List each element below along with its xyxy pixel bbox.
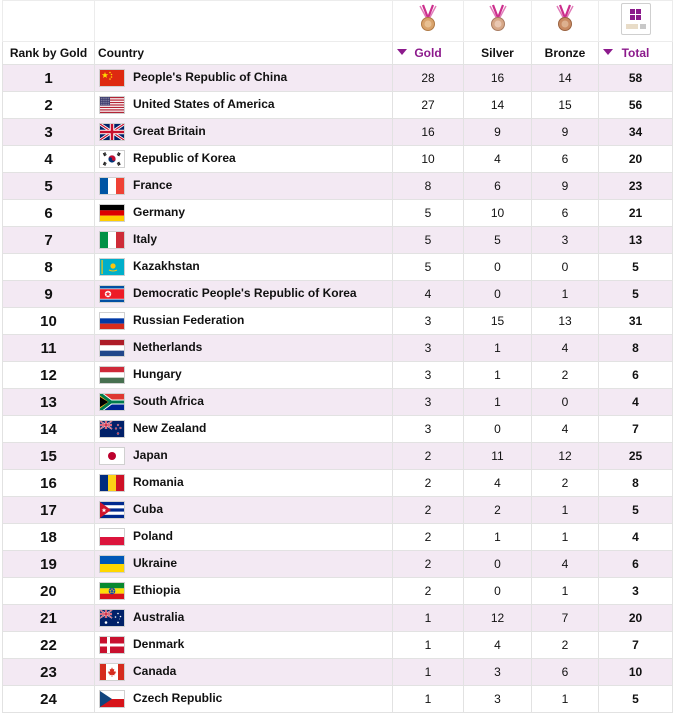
gold-count-cell: 3 xyxy=(393,308,464,335)
rank-cell: 4 xyxy=(3,146,95,173)
bronze-count-cell: 1 xyxy=(532,497,599,524)
silver-count-cell: 3 xyxy=(464,686,532,713)
rank-cell: 13 xyxy=(3,389,95,416)
table-row[interactable] xyxy=(3,470,673,497)
bronze-count-cell: 1 xyxy=(532,281,599,308)
table-row[interactable] xyxy=(3,119,673,146)
bronze-count-cell: 6 xyxy=(532,200,599,227)
silver-count-cell: 4 xyxy=(464,470,532,497)
silver-count-cell: 4 xyxy=(464,146,532,173)
silver-count-cell: 3 xyxy=(464,659,532,686)
table-row[interactable] xyxy=(3,578,673,605)
rank-cell: 2 xyxy=(3,92,95,119)
sort-descending-icon xyxy=(603,49,613,55)
bronze-count-cell: 7 xyxy=(532,605,599,632)
gold-count-cell: 2 xyxy=(393,551,464,578)
rank-cell: 24 xyxy=(3,686,95,713)
total-count-cell: 6 xyxy=(599,551,673,578)
russia-flag-icon xyxy=(99,312,125,330)
rank-cell: 14 xyxy=(3,416,95,443)
total-count-cell: 4 xyxy=(599,389,673,416)
silver-count-cell: 0 xyxy=(464,281,532,308)
silver-count-cell: 2 xyxy=(464,497,532,524)
country-name[interactable]: Denmark xyxy=(133,637,185,652)
country-name[interactable]: Russian Federation xyxy=(133,313,245,328)
country-name[interactable]: Ethiopia xyxy=(133,583,181,598)
south-africa-flag-icon xyxy=(99,393,125,411)
silver-count-cell: 14 xyxy=(464,92,532,119)
cuba-flag-icon xyxy=(99,501,125,519)
total-count-cell: 4 xyxy=(599,524,673,551)
silver-count-cell: 0 xyxy=(464,551,532,578)
gold-medal-icon xyxy=(417,4,439,34)
bronze-count-cell: 14 xyxy=(532,65,599,92)
bronze-count-cell: 6 xyxy=(532,146,599,173)
table-row[interactable] xyxy=(3,308,673,335)
bronze-count-cell: 1 xyxy=(532,578,599,605)
country-cell[interactable] xyxy=(95,200,393,227)
table-row[interactable] xyxy=(3,173,673,200)
country-column-header[interactable]: Country xyxy=(95,42,393,65)
country-name[interactable]: Hungary xyxy=(133,367,182,382)
country-name[interactable]: Poland xyxy=(133,529,174,544)
bronze-icon-cell xyxy=(532,1,599,42)
total-column-label: Total xyxy=(621,46,650,60)
gold-count-cell: 3 xyxy=(393,362,464,389)
total-count-cell: 13 xyxy=(599,227,673,254)
total-column-header[interactable] xyxy=(599,42,673,65)
table-row[interactable] xyxy=(3,92,673,119)
column-header-row xyxy=(3,42,673,65)
table-row[interactable] xyxy=(3,416,673,443)
silver-column-header[interactable] xyxy=(464,42,532,65)
country-name[interactable]: Cuba xyxy=(133,502,163,517)
country-cell[interactable] xyxy=(95,335,393,362)
gold-column-header[interactable] xyxy=(393,42,464,65)
rank-cell: 22 xyxy=(3,632,95,659)
gold-count-cell: 2 xyxy=(393,497,464,524)
country-name[interactable]: Canada xyxy=(133,664,177,679)
total-count-cell: 3 xyxy=(599,578,673,605)
silver-column-label: Silver xyxy=(481,46,514,60)
silver-count-cell: 0 xyxy=(464,578,532,605)
gold-count-cell: 1 xyxy=(393,686,464,713)
france-flag-icon xyxy=(99,177,125,195)
bronze-count-cell: 4 xyxy=(532,416,599,443)
total-count-cell: 31 xyxy=(599,308,673,335)
country-name[interactable]: Romania xyxy=(133,475,184,490)
country-name[interactable]: Netherlands xyxy=(133,340,203,355)
bronze-medal-icon xyxy=(554,4,576,34)
silver-count-cell: 1 xyxy=(464,362,532,389)
bronze-column-label: Bronze xyxy=(544,46,586,60)
rank-cell: 21 xyxy=(3,605,95,632)
medal-table xyxy=(2,0,673,713)
rank-cell: 7 xyxy=(3,227,95,254)
germany-flag-icon xyxy=(99,204,125,222)
country-cell[interactable] xyxy=(95,389,393,416)
gold-count-cell: 2 xyxy=(393,443,464,470)
rank-cell: 5 xyxy=(3,173,95,200)
silver-count-cell: 1 xyxy=(464,335,532,362)
kazakhstan-flag-icon xyxy=(99,258,125,276)
total-count-cell: 21 xyxy=(599,200,673,227)
gold-count-cell: 1 xyxy=(393,659,464,686)
north-korea-flag-icon xyxy=(99,285,125,303)
total-count-cell: 58 xyxy=(599,65,673,92)
gold-count-cell: 5 xyxy=(393,254,464,281)
country-name[interactable]: Japan xyxy=(133,448,168,463)
silver-count-cell: 0 xyxy=(464,416,532,443)
rank-cell: 23 xyxy=(3,659,95,686)
country-cell[interactable] xyxy=(95,524,393,551)
table-row[interactable] xyxy=(3,65,673,92)
total-count-cell: 5 xyxy=(599,281,673,308)
south-korea-flag-icon xyxy=(99,150,125,168)
country-name[interactable]: Italy xyxy=(133,232,158,247)
country-cell[interactable] xyxy=(95,254,393,281)
country-cell[interactable] xyxy=(95,146,393,173)
gold-column-label: Gold xyxy=(414,46,442,60)
silver-count-cell: 6 xyxy=(464,173,532,200)
bronze-count-cell: 4 xyxy=(532,335,599,362)
netherlands-flag-icon xyxy=(99,339,125,357)
table-row[interactable] xyxy=(3,281,673,308)
gold-count-cell: 27 xyxy=(393,92,464,119)
bronze-count-cell: 2 xyxy=(532,470,599,497)
bronze-count-cell: 1 xyxy=(532,686,599,713)
gold-count-cell: 3 xyxy=(393,416,464,443)
country-name[interactable]: New Zealand xyxy=(133,421,207,436)
rank-cell: 12 xyxy=(3,362,95,389)
italy-flag-icon xyxy=(99,231,125,249)
silver-count-cell: 1 xyxy=(464,389,532,416)
country-name[interactable]: Democratic People's Republic of Korea xyxy=(133,286,357,301)
country-cell[interactable] xyxy=(95,497,393,524)
country-name[interactable]: United States of America xyxy=(133,97,275,112)
rank-cell: 20 xyxy=(3,578,95,605)
total-count-cell: 8 xyxy=(599,335,673,362)
bronze-count-cell: 6 xyxy=(532,659,599,686)
country-cell[interactable] xyxy=(95,119,393,146)
table-row[interactable] xyxy=(3,632,673,659)
icon-header-empty-country xyxy=(95,1,393,42)
country-name[interactable]: Germany xyxy=(133,205,186,220)
gold-icon-cell xyxy=(393,1,464,42)
country-name[interactable]: Kazakhstan xyxy=(133,259,200,274)
silver-icon-cell xyxy=(464,1,532,42)
total-count-cell: 23 xyxy=(599,173,673,200)
country-cell[interactable] xyxy=(95,65,393,92)
country-cell[interactable] xyxy=(95,605,393,632)
country-name[interactable]: Republic of Korea xyxy=(133,151,236,166)
total-grid-icon xyxy=(621,3,651,35)
total-count-cell: 5 xyxy=(599,686,673,713)
romania-flag-icon xyxy=(99,474,125,492)
gold-count-cell: 5 xyxy=(393,227,464,254)
rank-cell: 3 xyxy=(3,119,95,146)
total-count-cell: 25 xyxy=(599,443,673,470)
total-count-cell: 20 xyxy=(599,605,673,632)
bronze-count-cell: 0 xyxy=(532,254,599,281)
gold-count-cell: 16 xyxy=(393,119,464,146)
country-cell[interactable] xyxy=(95,227,393,254)
table-row[interactable] xyxy=(3,146,673,173)
rank-cell: 18 xyxy=(3,524,95,551)
country-cell[interactable] xyxy=(95,308,393,335)
bronze-count-cell: 3 xyxy=(532,227,599,254)
gold-count-cell: 2 xyxy=(393,470,464,497)
gold-count-cell: 2 xyxy=(393,578,464,605)
hungary-flag-icon xyxy=(99,366,125,384)
country-name[interactable]: People's Republic of China xyxy=(133,70,288,85)
gold-count-cell: 1 xyxy=(393,632,464,659)
rank-cell: 8 xyxy=(3,254,95,281)
bronze-count-cell: 1 xyxy=(532,524,599,551)
rank-cell: 19 xyxy=(3,551,95,578)
icon-header-row xyxy=(3,1,673,42)
country-name[interactable]: South Africa xyxy=(133,394,204,409)
ethiopia-flag-icon xyxy=(99,582,125,600)
silver-count-cell: 4 xyxy=(464,632,532,659)
rank-column-header[interactable]: Rank by Gold xyxy=(3,42,95,65)
table-row[interactable] xyxy=(3,362,673,389)
country-cell[interactable] xyxy=(95,551,393,578)
table-row[interactable] xyxy=(3,227,673,254)
silver-count-cell: 15 xyxy=(464,308,532,335)
table-row[interactable] xyxy=(3,605,673,632)
japan-flag-icon xyxy=(99,447,125,465)
canada-flag-icon xyxy=(99,663,125,681)
country-cell[interactable] xyxy=(95,92,393,119)
gold-count-cell: 3 xyxy=(393,389,464,416)
bronze-count-cell: 0 xyxy=(532,389,599,416)
country-name[interactable]: Australia xyxy=(133,610,185,625)
rank-cell: 9 xyxy=(3,281,95,308)
country-cell[interactable] xyxy=(95,173,393,200)
silver-count-cell: 0 xyxy=(464,254,532,281)
table-row[interactable] xyxy=(3,254,673,281)
bronze-count-cell: 2 xyxy=(532,632,599,659)
czech-republic-flag-icon xyxy=(99,690,125,708)
silver-count-cell: 9 xyxy=(464,119,532,146)
country-name[interactable]: Ukraine xyxy=(133,556,178,571)
silver-count-cell: 5 xyxy=(464,227,532,254)
new-zealand-flag-icon xyxy=(99,420,125,438)
total-count-cell: 10 xyxy=(599,659,673,686)
total-count-cell: 34 xyxy=(599,119,673,146)
gold-count-cell: 1 xyxy=(393,605,464,632)
rank-cell: 15 xyxy=(3,443,95,470)
total-icon-cell xyxy=(599,1,673,42)
table-row[interactable] xyxy=(3,335,673,362)
silver-count-cell: 1 xyxy=(464,524,532,551)
country-cell[interactable] xyxy=(95,443,393,470)
country-cell[interactable] xyxy=(95,632,393,659)
bronze-count-cell: 15 xyxy=(532,92,599,119)
table-row[interactable] xyxy=(3,659,673,686)
rank-cell: 6 xyxy=(3,200,95,227)
great-britain-flag-icon xyxy=(99,123,125,141)
bronze-count-cell: 9 xyxy=(532,173,599,200)
rank-cell: 10 xyxy=(3,308,95,335)
total-count-cell: 7 xyxy=(599,416,673,443)
table-row[interactable] xyxy=(3,686,673,713)
silver-count-cell: 16 xyxy=(464,65,532,92)
silver-medal-icon xyxy=(487,4,509,34)
country-cell[interactable] xyxy=(95,659,393,686)
country-cell[interactable] xyxy=(95,470,393,497)
country-cell[interactable] xyxy=(95,362,393,389)
gold-count-cell: 28 xyxy=(393,65,464,92)
bronze-column-header[interactable] xyxy=(532,42,599,65)
sort-descending-icon xyxy=(397,49,407,55)
table-row[interactable] xyxy=(3,443,673,470)
gold-count-cell: 3 xyxy=(393,335,464,362)
bronze-count-cell: 12 xyxy=(532,443,599,470)
rank-cell: 1 xyxy=(3,65,95,92)
bronze-count-cell: 9 xyxy=(532,119,599,146)
table-row[interactable] xyxy=(3,497,673,524)
country-name[interactable]: Czech Republic xyxy=(133,691,223,706)
gold-count-cell: 5 xyxy=(393,200,464,227)
table-row[interactable] xyxy=(3,551,673,578)
denmark-flag-icon xyxy=(99,636,125,654)
silver-count-cell: 11 xyxy=(464,443,532,470)
bronze-count-cell: 4 xyxy=(532,551,599,578)
country-cell[interactable] xyxy=(95,578,393,605)
country-cell[interactable] xyxy=(95,281,393,308)
rank-cell: 16 xyxy=(3,470,95,497)
total-count-cell: 20 xyxy=(599,146,673,173)
total-count-cell: 5 xyxy=(599,254,673,281)
ukraine-flag-icon xyxy=(99,555,125,573)
silver-count-cell: 12 xyxy=(464,605,532,632)
gold-count-cell: 10 xyxy=(393,146,464,173)
poland-flag-icon xyxy=(99,528,125,546)
total-count-cell: 8 xyxy=(599,470,673,497)
table-row[interactable] xyxy=(3,524,673,551)
medal-table-body xyxy=(3,65,673,713)
usa-flag-icon xyxy=(99,96,125,114)
total-count-cell: 6 xyxy=(599,362,673,389)
australia-flag-icon xyxy=(99,609,125,627)
icon-header-empty-rank xyxy=(3,1,95,42)
rank-cell: 17 xyxy=(3,497,95,524)
country-cell[interactable] xyxy=(95,686,393,713)
total-count-cell: 5 xyxy=(599,497,673,524)
total-count-cell: 56 xyxy=(599,92,673,119)
bronze-count-cell: 13 xyxy=(532,308,599,335)
silver-count-cell: 10 xyxy=(464,200,532,227)
gold-count-cell: 8 xyxy=(393,173,464,200)
country-name[interactable]: France xyxy=(133,178,173,193)
gold-count-cell: 2 xyxy=(393,524,464,551)
bronze-count-cell: 2 xyxy=(532,362,599,389)
country-name[interactable]: Great Britain xyxy=(133,124,206,139)
table-row[interactable] xyxy=(3,389,673,416)
table-row[interactable] xyxy=(3,200,673,227)
country-cell[interactable] xyxy=(95,416,393,443)
gold-count-cell: 4 xyxy=(393,281,464,308)
rank-cell: 11 xyxy=(3,335,95,362)
china-flag-icon xyxy=(99,69,125,87)
total-count-cell: 7 xyxy=(599,632,673,659)
